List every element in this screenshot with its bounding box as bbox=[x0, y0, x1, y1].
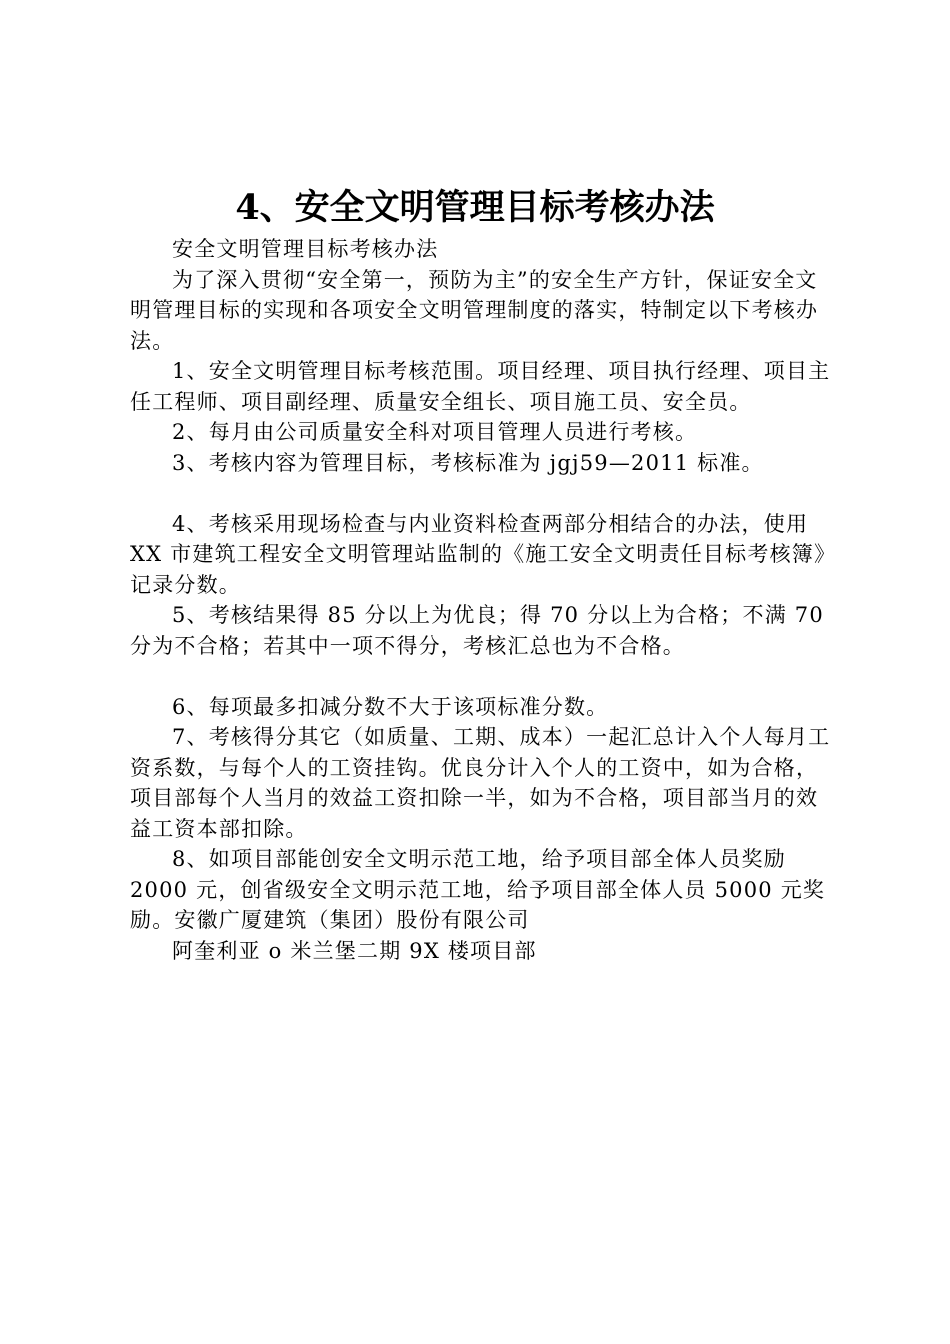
paragraph-item-6: 6、每项最多扣减分数不大于该项标准分数。 bbox=[172, 694, 609, 719]
paragraph-item-1: 1、安全文明管理目标考核范围。项目经理、项目执行经理、项目主任工程师、项目副经理、质量安全组长、项目施工员、安全员。 bbox=[130, 359, 831, 414]
paragraph-spacer bbox=[130, 661, 835, 692]
paragraph-item-7: 7、考核得分其它（如质量、工期、成本）一起汇总计入个人每月工资系数，与每个人的工资挂钩。优良分计入个人的工资中，如为合格，项目部每个人当月的效益工资扣除一半，如为不合格，项目部当月的效益工资本部扣除。 bbox=[130, 725, 831, 841]
paragraph-subtitle: 安全文明管理目标考核办法 bbox=[172, 237, 439, 261]
paragraph-item-8: 8、如项目部能创安全文明示范工地，给予项目部全体人员奖励 2000 元，创省级安全文明示范工地，给予项目部全体人员 5000 元奖励。安徽广厦建筑（集团）股份有限公司 bbox=[130, 847, 826, 932]
paragraph-intro: 为了深入贯彻“安全第一，预防为主”的安全生产方针，保证安全文明管理目标的实现和各项安全文明管理制度的落实，特制定以下考核办法。 bbox=[130, 267, 819, 353]
document-title: 4、安全文明管理目标考核办法 bbox=[235, 187, 715, 228]
paragraph-item-4: 4、考核采用现场检查与内业资料检查两部分相结合的办法，使用 XX 市建筑工程安全文明管理站监制的《施工安全文明责任目标考核簿》记录分数。 bbox=[130, 511, 826, 597]
document-body bbox=[130, 234, 835, 966]
paragraph-spacer bbox=[130, 478, 835, 509]
paragraph-item-3: 3、考核内容为管理目标，考核标准为 jgj59—2011 标准。 bbox=[172, 450, 764, 475]
paragraph-item-2: 2、每月由公司质量安全科对项目管理人员进行考核。 bbox=[172, 420, 698, 444]
paragraph-item-5: 5、考核结果得 85 分以上为优良；得 70 分以上为合格；不满 70 分为不合格；若其中一项不得分，考核汇总也为不合格。 bbox=[130, 603, 824, 658]
paragraph-signature: 阿奎利亚 o 米兰堡二期 9X 楼项目部 bbox=[172, 938, 537, 963]
